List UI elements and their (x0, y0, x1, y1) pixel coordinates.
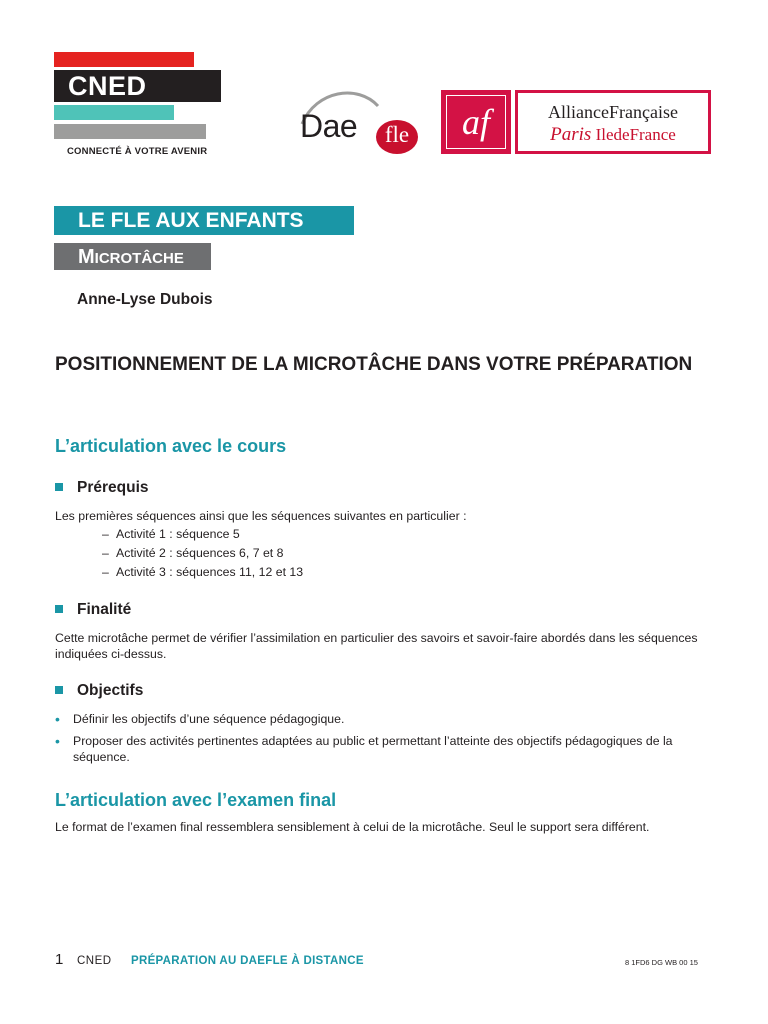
section-title: POSITIONNEMENT DE LA MICROTÂCHE DANS VOTRE PRÉPARATION (55, 354, 693, 375)
list-item (102, 546, 283, 560)
purpose-text: Cette microtâche permet de vérifier l’assimilation en particulier des savoirs et savoir-faire abordés dans les séquences indiquées ci-dessus. (55, 631, 698, 661)
footer-code: 8 1FD6 DG WB 00 15 (625, 958, 698, 967)
footer-title: PRÉPARATION AU DAEFLE À DISTANCE (131, 955, 364, 967)
alliance-monogram-text: af (446, 95, 506, 149)
daefle-logo (296, 86, 424, 158)
exam-heading: L’articulation avec l’examen final (55, 790, 337, 810)
purpose-heading (55, 601, 131, 619)
list-item-text: Activité 1 : séquence 5 (116, 527, 240, 541)
purpose-heading-text: Finalité (77, 601, 132, 618)
alliance-city: Paris (550, 124, 592, 145)
cned-logo-text: CNED (68, 71, 147, 101)
alliance-francaise-logo (515, 90, 711, 154)
alliance-francaise-monogram (441, 90, 511, 154)
square-bullet-icon (55, 686, 63, 694)
author-name: Anne-Lyse Dubois (77, 291, 213, 308)
cned-logo-gray-bar (54, 124, 206, 139)
cned-logo (54, 70, 221, 102)
list-item (55, 733, 717, 765)
list-item-text: Activité 2 : séquences 6, 7 et 8 (116, 546, 284, 560)
dash-bullet-icon: – (102, 527, 109, 541)
page-number: 1 (55, 951, 64, 968)
subtitle-rest: ICROTÂCHE (94, 250, 184, 267)
list-item (102, 527, 240, 541)
square-bullet-icon (55, 605, 63, 613)
list-item-text: Activité 3 : séquences 11, 12 et 13 (116, 565, 304, 579)
subtitle-initial: M (78, 246, 95, 268)
daefle-logo-fle: fle (376, 120, 418, 154)
dot-bullet-icon: • (55, 711, 60, 727)
alliance-location (518, 124, 708, 146)
dash-bullet-icon: – (102, 565, 109, 579)
cned-tagline: CONNECTÉ À VOTRE AVENIR (67, 146, 208, 157)
objectives-heading (55, 682, 143, 700)
document-subtitle (54, 243, 211, 270)
dash-bullet-icon: – (102, 546, 109, 560)
prereq-intro: Les premières séquences ainsi que les séquences suivantes en particulier : (55, 509, 467, 523)
objectives-heading-text: Objectifs (77, 682, 144, 699)
list-item-text: Proposer des activités pertinentes adaptées au public et permettant l’atteinte des objectifs pédagogiques de la séquence. (73, 734, 673, 764)
prereq-heading (55, 479, 149, 497)
list-item (55, 711, 717, 727)
footer-org: CNED (77, 955, 112, 967)
exam-text: Le format de l’examen final ressemblera sensiblement à celui de la microtâche. Seul le support sera différent. (55, 820, 650, 834)
cned-logo-teal-bar (54, 105, 174, 120)
alliance-region: IledeFrance (595, 125, 676, 144)
course-heading: L’articulation avec le cours (55, 436, 287, 456)
document-title: LE FLE AUX ENFANTS (54, 206, 354, 235)
daefle-logo-text: Dae (300, 108, 358, 144)
list-item-text: Définir les objectifs d’une séquence pédagogique. (73, 712, 345, 726)
cned-logo-red-bar (54, 52, 194, 67)
dot-bullet-icon: • (55, 733, 60, 749)
prereq-heading-text: Prérequis (77, 479, 149, 496)
alliance-name: AllianceFrançaise (548, 102, 678, 122)
list-item (102, 565, 303, 579)
square-bullet-icon (55, 483, 63, 491)
